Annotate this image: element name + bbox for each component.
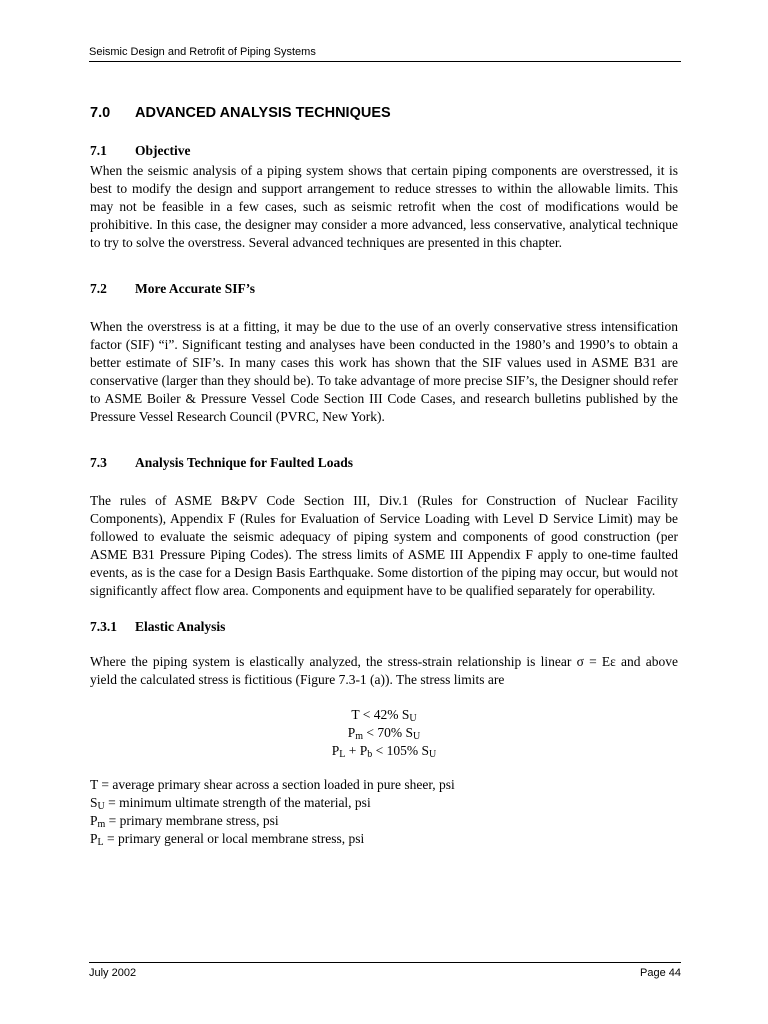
definition-item: T = average primary shear across a section loaded in pure sheer, psi — [90, 777, 455, 792]
section-7-3-1-paragraph: Where the piping system is elastically analyzed, the stress-strain relationship is linear σ = Eε and above yield the calculated stress is fictitious (Figure 7.3-1 (a)). The stress limits are — [90, 654, 678, 687]
section-7-3-heading — [90, 454, 678, 472]
section-title: More Accurate SIF’s — [135, 281, 255, 296]
chapter-title: ADVANCED ANALYSIS TECHNIQUES — [135, 105, 391, 121]
definition-item: $P_L$ = primary general or local membrane stress, psi — [90, 831, 365, 848]
footer-date: July 2002 — [89, 967, 137, 979]
page-footer — [89, 962, 681, 980]
section-7-2-paragraph: When the overstress is at a fitting, it may be due to the use of an overly conservative stress intensification factor (SIF) “i”. Significant testing and analyses have been conducted in the 1980’s and 1990’s to obtain a better estimate of SIF’s. In many cases this work has shown that the SIF values used in ASME B31 are conservative (larger than they should be). To take advantage of more precise SIF’s, the Designer should refer to ASME Boiler & Pressure Vessel Code Section III Code Cases, and research bulletins published by the Pressure Vessel Research Council (PVRC, New York). — [90, 319, 678, 424]
subsection-number: 7.3.1 — [90, 619, 117, 634]
formula-membrane-limit: $P_m < 70\%$ $S_U$ — [347, 725, 421, 742]
page-content — [90, 104, 678, 848]
section-title: Analysis Technique for Faulted Loads — [135, 455, 354, 470]
running-header — [89, 45, 681, 62]
running-title: Seismic Design and Retrofit of Piping Systems — [89, 46, 316, 58]
subsection-title: Elastic Analysis — [135, 619, 226, 634]
page-number: Page 44 — [640, 967, 681, 979]
formula-shear-limit: T < 42% $S_U$ — [351, 707, 417, 724]
section-7-3-paragraph: The rules of ASME B&PV Code Section III, Div.1 (Rules for Construction of Nuclear Facility Components), Appendix F (Rules for Evaluation of Service Loading with Level D Service Limit) may be followed to evaluate the seismic adequacy of piping system and components of good construction (per ASME B31 Pressure Piping Codes). The stress limits of ASME III Appendix F apply to one-time faulted events, as is the case for a Design Basis Earthquake. Some distortion of the piping may occur, but would not significantly affect flow area. Components and equipment have to be qualified separately for operability. — [90, 493, 678, 598]
section-7-3-1-heading — [90, 618, 678, 636]
section-7-2-heading — [90, 280, 678, 298]
section-number: 7.3 — [90, 455, 107, 470]
definition-item: $S_U$ = minimum ultimate strength of the material, psi — [90, 795, 371, 812]
chapter-number: 7.0 — [90, 105, 111, 121]
definition-item: $P_m$ = primary membrane stress, psi — [90, 813, 279, 830]
section-title: Objective — [135, 143, 191, 158]
section-7-1-paragraph: When the seismic analysis of a piping system shows that certain piping components are overstressed, it is best to modify the design and support arrangement to reduce stresses to within the allowable limits. This may not be feasible in a few cases, such as seismic retrofit when the cost of modifications would be prohibitive. In this case, the designer may consider a more advanced, less conservative, analytical technique to try to solve the overstress. Several advanced techniques are presented in this chapter. — [90, 163, 678, 250]
formula-local-bending-limit: $P_L + P_b < 105\%$ $S_U$ — [331, 743, 437, 760]
definitions-list — [90, 776, 678, 848]
section-7-1-heading — [90, 142, 678, 160]
section-number: 7.1 — [90, 143, 107, 158]
stress-limit-formulas — [90, 706, 678, 760]
chapter-heading — [90, 104, 678, 122]
section-number: 7.2 — [90, 281, 107, 296]
